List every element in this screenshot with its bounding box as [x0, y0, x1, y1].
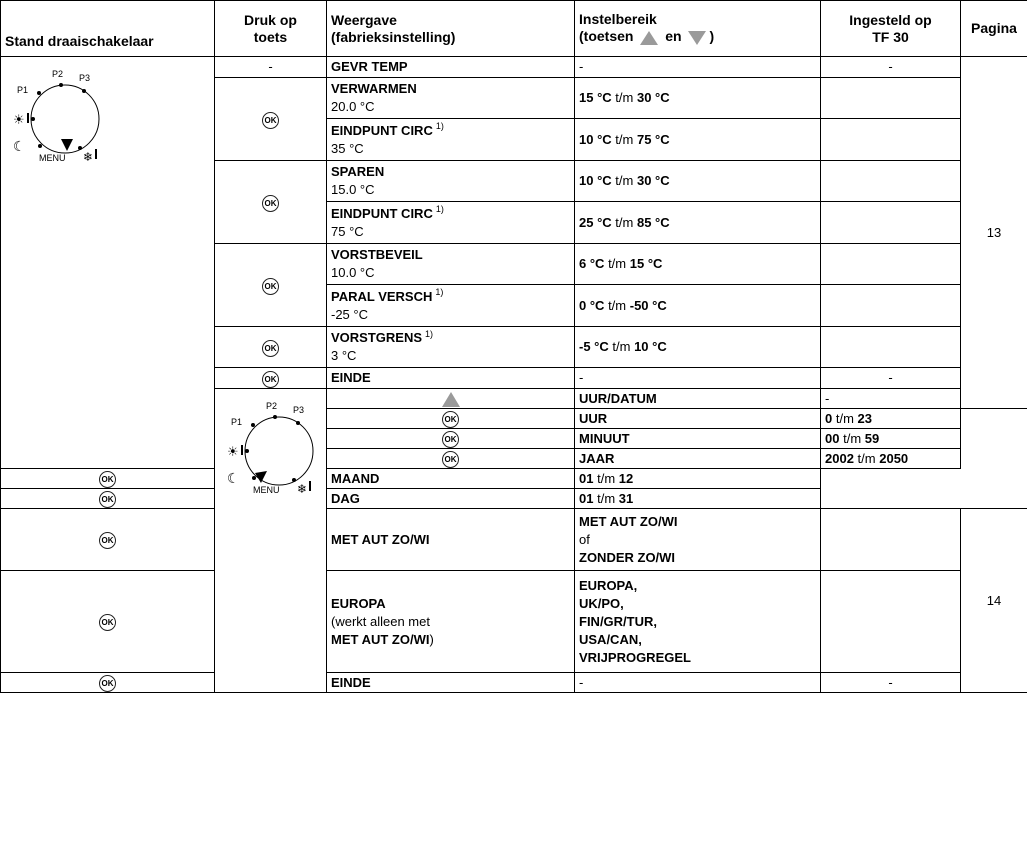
dial-diagram-2 [215, 389, 327, 693]
display-sparen: SPAREN 15.0 °C [327, 161, 575, 202]
range-vorstbeveil: 6 °C t/m 15 °C [575, 244, 821, 285]
range-eindpunt-circ: 25 °C t/m 85 °C [575, 202, 821, 244]
ok-button[interactable] [327, 409, 575, 429]
display-vorstgrens: VORSTGRENS $^{1)}$ 3 °C [327, 327, 575, 368]
triangle-down-icon [687, 30, 707, 46]
header-set-on: Ingesteld op TF 30 [821, 1, 961, 57]
ok-icon: OK [442, 451, 459, 468]
table-row [1, 509, 1027, 571]
display-maand: MAAND [327, 469, 575, 489]
triangle-up-icon [442, 392, 460, 407]
display-dag: DAG [327, 489, 575, 509]
dial-icon [3, 61, 123, 173]
range-cell: - [575, 673, 821, 693]
ok-icon: OK [262, 340, 279, 357]
ok-icon: OK [262, 112, 279, 129]
range-cell: - [821, 389, 961, 409]
set-cell [821, 78, 961, 119]
table-row [1, 673, 1027, 693]
display-verwarmen: VERWARMEN 20.0 °C [327, 78, 575, 119]
dial-diagram-1 [1, 57, 215, 469]
set-cell [821, 509, 961, 571]
svg-text:MENU: MENU [253, 485, 280, 495]
svg-text:☾: ☾ [227, 471, 240, 487]
set-cell [821, 285, 961, 327]
set-cell [821, 327, 961, 368]
header-dial-position: Stand draaischakelaar [1, 1, 215, 57]
ok-icon: OK [99, 491, 116, 508]
display-gevr-temp: GEVR TEMP [327, 57, 575, 78]
set-cell: - [821, 368, 961, 389]
ok-icon: OK [262, 371, 279, 388]
set-cell [821, 571, 961, 673]
triangle-up-icon [639, 30, 659, 46]
svg-text:☾: ☾ [13, 139, 26, 155]
ok-icon: OK [442, 411, 459, 428]
range-europa: EUROPA, UK/PO, FIN/GR/TUR, USA/CAN, VRIJPROGREGEL [575, 571, 821, 673]
ok-button[interactable] [1, 571, 215, 673]
display-minuut: MINUUT [575, 429, 821, 449]
ok-button[interactable] [1, 673, 215, 693]
ok-button[interactable] [215, 78, 327, 161]
ok-button[interactable] [1, 509, 215, 571]
ok-icon: OK [99, 614, 116, 631]
svg-text:☀: ☀ [227, 445, 239, 460]
table-row [1, 571, 1027, 673]
ok-button[interactable] [215, 368, 327, 389]
set-cell [821, 119, 961, 161]
table-row [1, 57, 1027, 78]
display-eindpunt-circ: EINDPUNT CIRC $^{1)}$ 75 °C [327, 202, 575, 244]
range-vorstgrens: -5 °C t/m 10 °C [575, 327, 821, 368]
header-press-key: Druk op toets [215, 1, 327, 57]
range-cell: - [575, 368, 821, 389]
display-einde: EINDE [327, 368, 575, 389]
range-minuut: 00 t/m 59 [821, 429, 961, 449]
up-button[interactable] [327, 389, 575, 409]
table-row [1, 469, 1027, 489]
set-cell: - [821, 57, 961, 78]
table-row [1, 489, 1027, 509]
set-cell [821, 244, 961, 285]
range-met-aut-zo-wi: MET AUT ZO/WI of ZONDER ZO/WI [575, 509, 821, 571]
ok-icon: OK [262, 278, 279, 295]
range-paral-versch: 0 °C t/m -50 °C [575, 285, 821, 327]
range-eindpunt-circ: 10 °C t/m 75 °C [575, 119, 821, 161]
display-met-aut-zo-wi: MET AUT ZO/WI [327, 509, 575, 571]
ok-button[interactable] [1, 489, 215, 509]
display-eindpunt-circ: EINDPUNT CIRC $^{1)}$ 35 °C [327, 119, 575, 161]
svg-text:P1: P1 [231, 417, 243, 427]
svg-text:☀: ☀ [13, 113, 25, 128]
svg-text:P3: P3 [293, 405, 305, 415]
ok-button[interactable] [1, 469, 215, 489]
set-cell [821, 161, 961, 202]
svg-text:❄: ❄ [83, 150, 94, 164]
ok-icon: OK [99, 471, 116, 488]
svg-text:P2: P2 [266, 401, 278, 411]
set-cell: - [821, 673, 961, 693]
display-jaar: JAAR [575, 449, 821, 469]
range-jaar: 2002 t/m 2050 [821, 449, 961, 469]
ok-button[interactable] [215, 244, 327, 327]
display-europa: EUROPA (werkt alleen met MET AUT ZO/WI) [327, 571, 575, 673]
svg-text:P1: P1 [17, 85, 29, 95]
range-maand: 01 t/m 12 [575, 469, 821, 489]
svg-text:P3: P3 [79, 73, 91, 83]
header-setting-range: Instelbereik (toetsen en ) [575, 1, 821, 57]
ok-icon: OK [442, 431, 459, 448]
range-verwarmen: 15 °C t/m 30 °C [575, 78, 821, 119]
svg-text:P2: P2 [52, 69, 64, 79]
range-sparen: 10 °C t/m 30 °C [575, 161, 821, 202]
display-uur-datum: UUR/DATUM [575, 389, 821, 409]
ok-icon: OK [99, 675, 116, 692]
ok-button[interactable] [327, 449, 575, 469]
page-14: 14 [961, 509, 1027, 693]
ok-button[interactable] [327, 429, 575, 449]
svg-text:❄: ❄ [297, 482, 308, 496]
range-cell: - [575, 57, 821, 78]
display-paral-versch: PARAL VERSCH $^{1)}$ -25 °C [327, 285, 575, 327]
set-cell [821, 202, 961, 244]
dial-icon [217, 393, 337, 505]
ok-icon: OK [99, 532, 116, 549]
range-dag: 01 t/m 31 [575, 489, 821, 509]
dash-cell: - [215, 57, 327, 78]
display-einde: EINDE [327, 673, 575, 693]
display-vorstbeveil: VORSTBEVEIL 10.0 °C [327, 244, 575, 285]
range-uur: 0 t/m 23 [821, 409, 961, 429]
header-page: Pagina [961, 1, 1027, 57]
page-13: 13 [961, 57, 1027, 409]
ok-button[interactable] [215, 327, 327, 368]
header-display: Weergave (fabrieksinstelling) [327, 1, 575, 57]
header-row [1, 1, 1027, 57]
ok-button[interactable] [215, 161, 327, 244]
display-uur: UUR [575, 409, 821, 429]
svg-text:MENU: MENU [39, 153, 66, 163]
ok-icon: OK [262, 195, 279, 212]
